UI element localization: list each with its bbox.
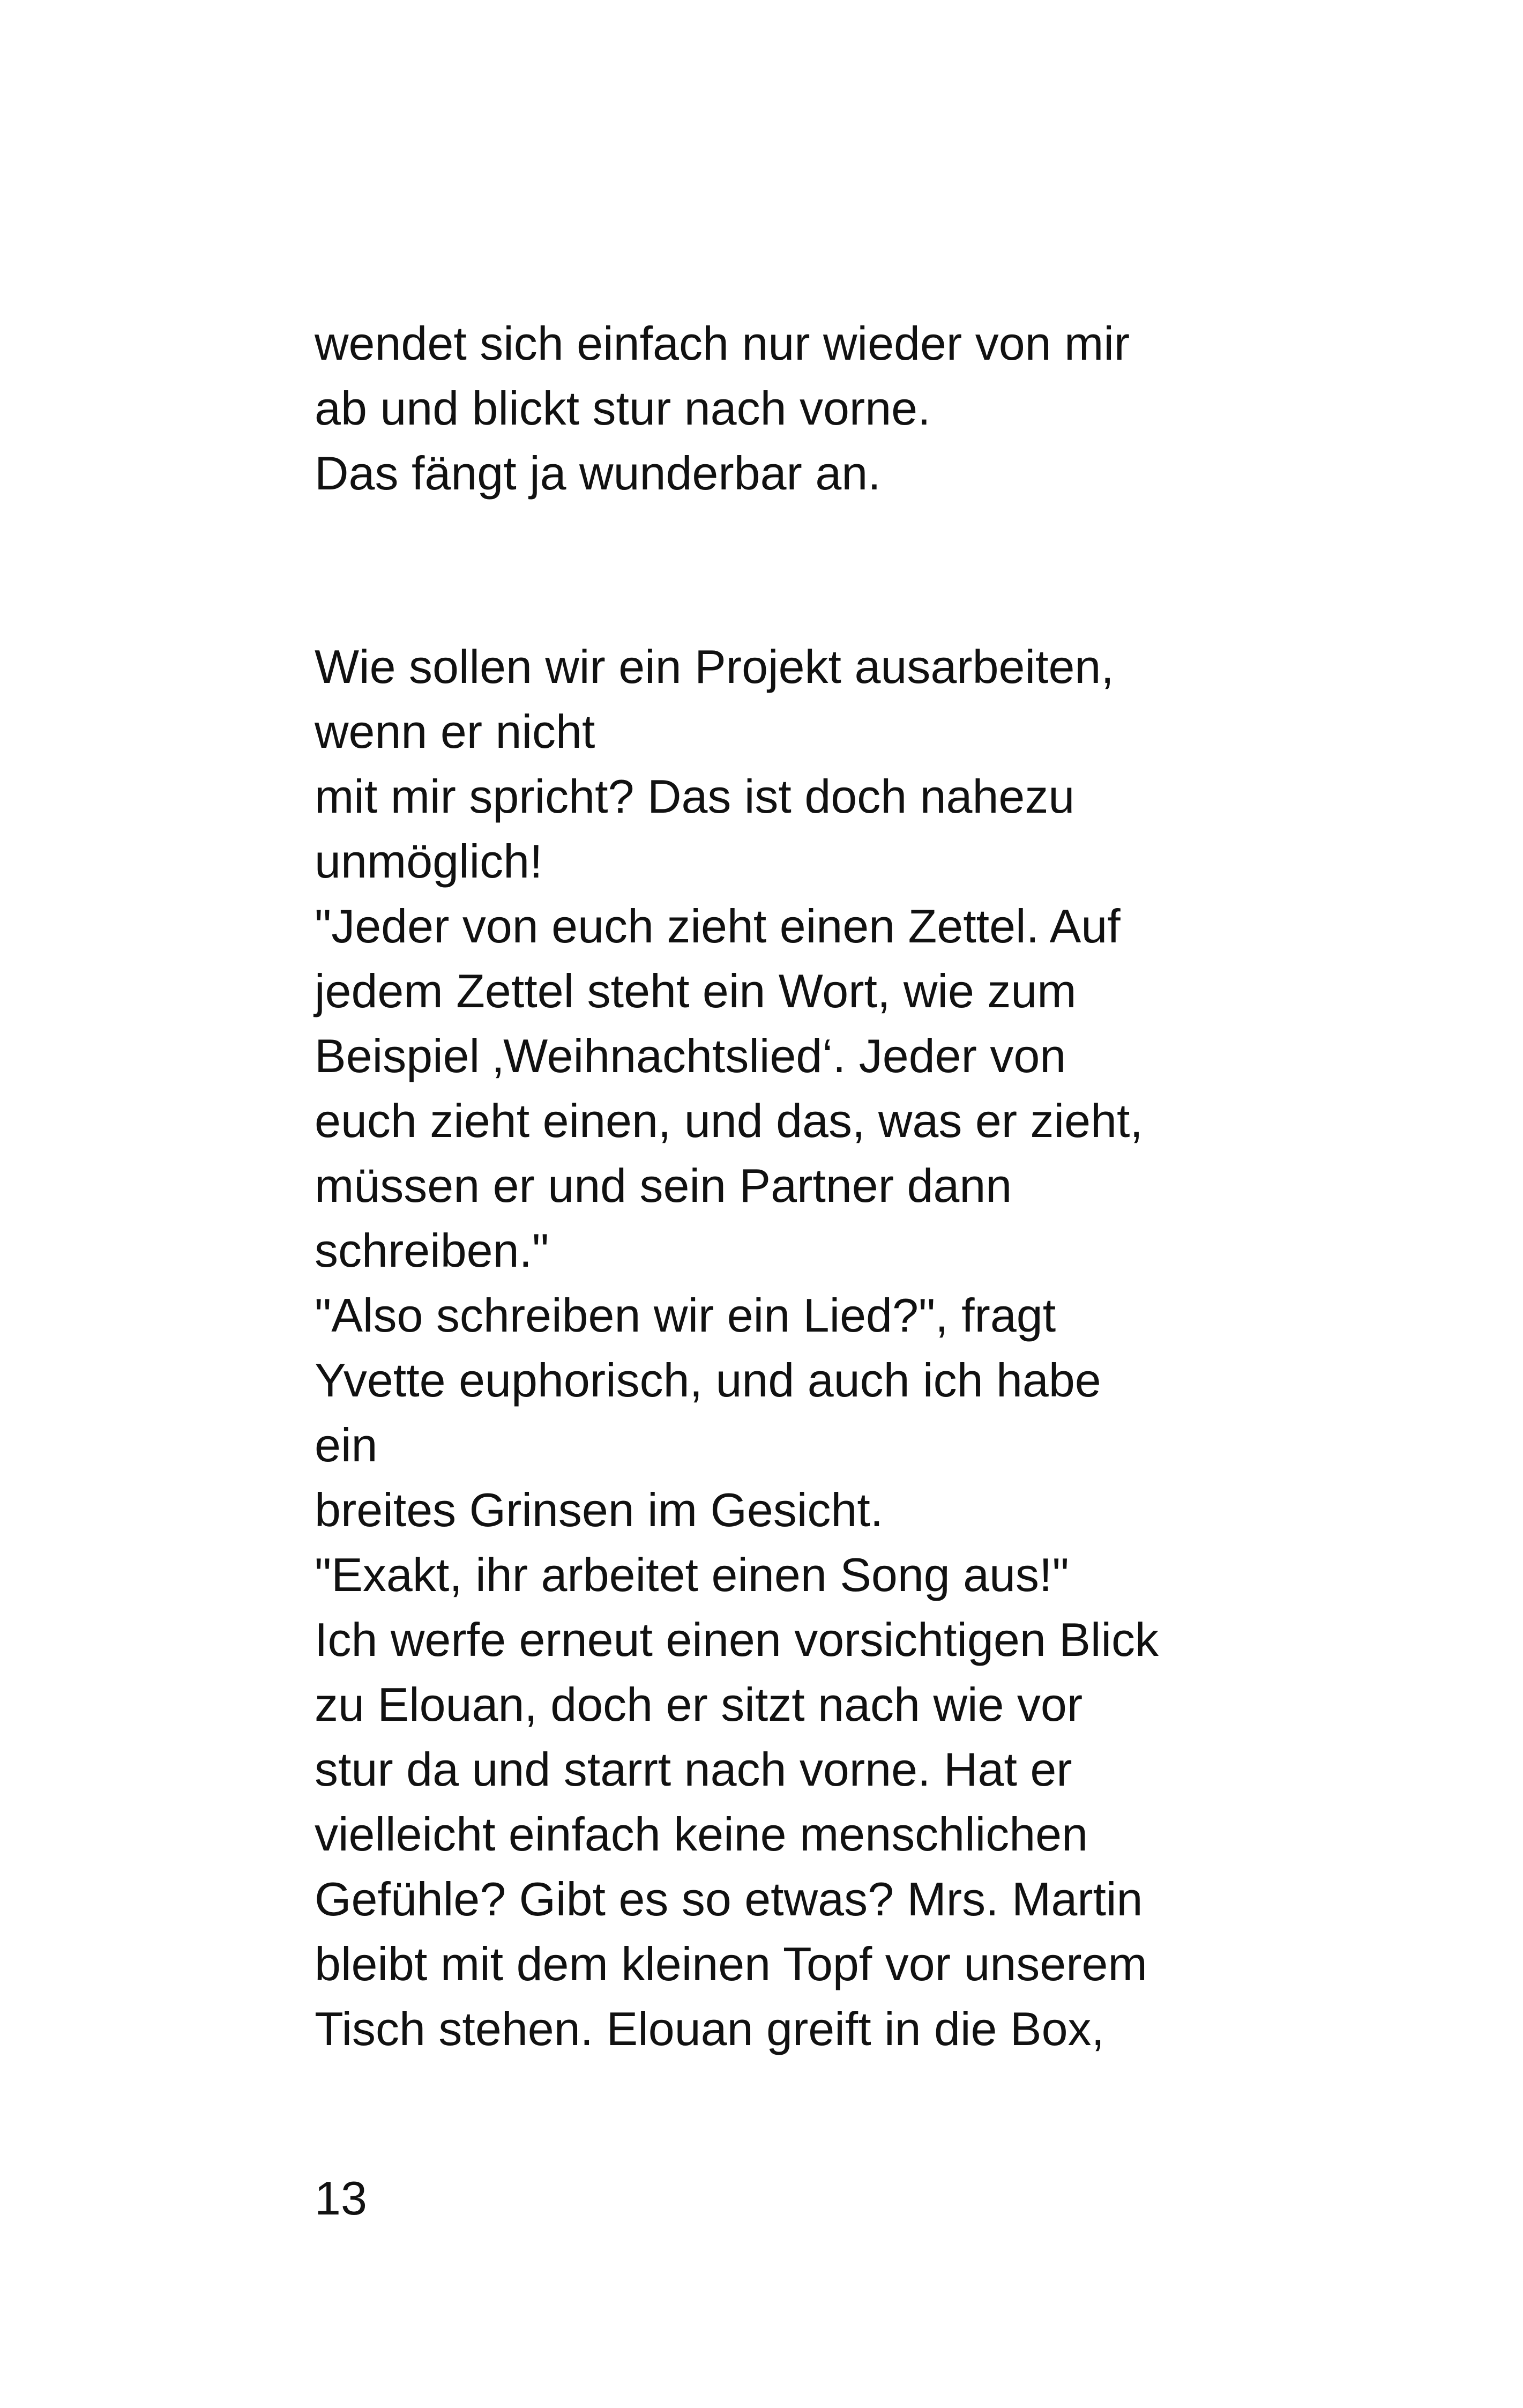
text-line: "Exakt, ihr arbeitet einen Song aus!" (315, 1548, 1069, 1601)
text-line: Beispiel ‚Weihnachtslied‘. Jeder von (315, 1029, 1066, 1082)
text-line: Gefühle? Gibt es so etwas? Mrs. Martin (315, 1872, 1143, 1926)
page-number: 13 (315, 2172, 367, 2225)
paragraph-1 (315, 311, 1290, 506)
text-line: mit mir spricht? Das ist doch nahezu (315, 770, 1075, 823)
text-line: jedem Zettel steht ein Wort, wie zum (315, 964, 1077, 1017)
text-line: zu Elouan, doch er sitzt nach wie vor (315, 1678, 1083, 1731)
text-line: wenn er nicht (315, 705, 595, 758)
text-line: ab und blickt stur nach vorne. (315, 382, 931, 435)
text-line: Ich werfe erneut einen vorsichtigen Blick (315, 1613, 1159, 1666)
text-line: schreiben." (315, 1224, 549, 1277)
text-line: "Also schreiben wir ein Lied?", fragt (315, 1289, 1056, 1342)
paragraph-2 (315, 634, 1290, 2061)
text-line: stur da und starrt nach vorne. Hat er (315, 1743, 1072, 1796)
text-line: euch zieht einen, und das, was er zieht, (315, 1094, 1143, 1147)
text-line: wendet sich einfach nur wieder von mir (315, 317, 1130, 370)
text-line: müssen er und sein Partner dann (315, 1159, 1012, 1212)
text-line: vielleicht einfach keine menschlichen (315, 1808, 1088, 1861)
text-line: Das fängt ja wunderbar an. (315, 447, 881, 500)
text-line: Yvette euphorisch, und auch ich habe (315, 1354, 1101, 1407)
text-line: unmöglich! (315, 835, 543, 888)
text-line: Wie sollen wir ein Projekt ausarbeiten, (315, 640, 1114, 693)
text-line: bleibt mit dem kleinen Topf vor unserem (315, 1937, 1147, 1990)
text-line: Tisch stehen. Elouan greift in die Box, (315, 2002, 1104, 2055)
text-line: breites Grinsen im Gesicht. (315, 1483, 884, 1536)
text-line: "Jeder von euch zieht einen Zettel. Auf (315, 900, 1121, 953)
text-line: ein (315, 1418, 378, 1471)
